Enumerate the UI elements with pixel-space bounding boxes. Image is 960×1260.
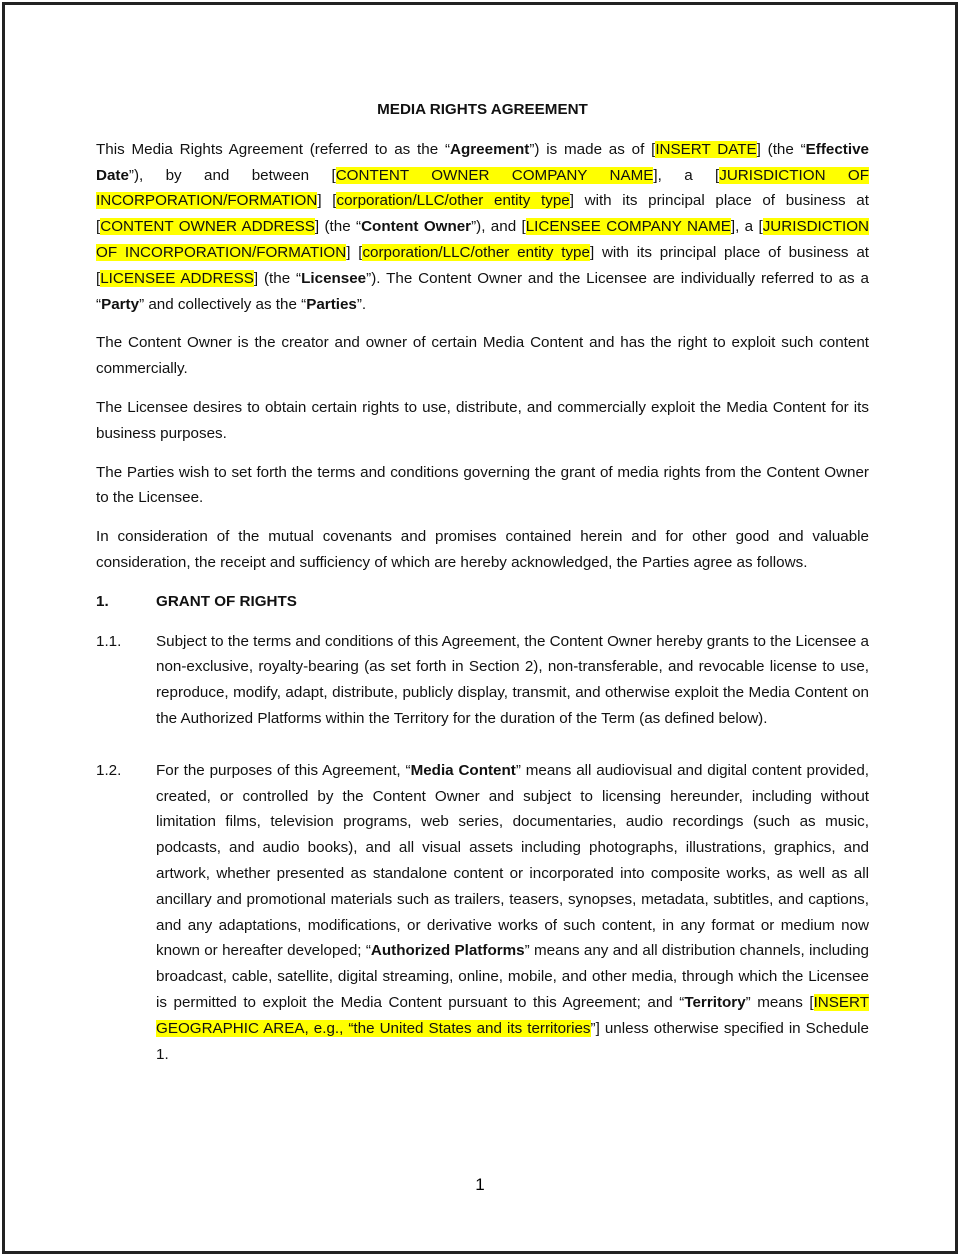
clause-number: 1.2.	[96, 761, 122, 779]
document-page	[2, 2, 958, 1254]
text-run: ], a [	[730, 218, 763, 236]
placeholder-highlight: corporation/LLC/other entity type	[336, 192, 570, 210]
defined-term: Media Content	[410, 761, 516, 779]
clause-1-2	[96, 758, 869, 1068]
clause-text	[156, 758, 869, 1068]
defined-term: Effective Date	[96, 140, 869, 184]
document-body	[96, 97, 869, 1093]
text-run: ] with its principal place of business at [	[96, 192, 869, 236]
text-run: ], a [	[653, 166, 720, 184]
defined-term: Party	[101, 295, 140, 313]
text-run: ”), by and between [	[128, 166, 336, 184]
preamble-paragraph	[96, 137, 869, 318]
placeholder-highlight: JURISDICTION OF INCORPORATION/FORMATION	[96, 166, 869, 210]
document-title: MEDIA RIGHTS AGREEMENT	[377, 101, 588, 118]
section-title: GRANT OF RIGHTS	[156, 592, 297, 610]
clause-number: 1.1.	[96, 632, 122, 650]
text-run: ”.	[356, 295, 367, 313]
text-run: ] (the “	[253, 269, 302, 287]
text-run: ” means [	[745, 993, 814, 1011]
placeholder-highlight: INSERT DATE	[655, 140, 757, 158]
defined-term: Agreement	[450, 140, 530, 158]
placeholder-highlight: CONTENT OWNER COMPANY NAME	[335, 166, 654, 184]
placeholder-highlight: LICENSEE ADDRESS	[100, 269, 254, 287]
defined-term: Territory	[684, 993, 746, 1011]
placeholder-highlight: INSERT GEOGRAPHIC AREA, e.g., “the United States and its territories	[156, 993, 869, 1037]
text-run: ”). The Content Owner and the Licensee are individually referred to as a “	[96, 269, 869, 313]
text-run: ] with its principal place of business at [	[96, 243, 869, 287]
text-run: ”] unless otherwise specified in Schedule 1.	[156, 1019, 870, 1063]
placeholder-highlight: corporation/LLC/other entity type	[362, 243, 590, 261]
recital-paragraph: The Licensee desires to obtain certain rights to use, distribute, and commercially exploit the Media Content for its business purposes.	[96, 398, 869, 442]
placeholder-highlight: JURISDICTION OF INCORPORATION/FORMATION	[96, 218, 870, 261]
clause-1-1	[96, 629, 869, 732]
placeholder-highlight: CONTENT OWNER ADDRESS	[100, 218, 315, 236]
placeholder-highlight: LICENSEE COMPANY NAME	[525, 218, 731, 236]
section-heading	[96, 589, 869, 615]
text-run: ”) is made as of [	[529, 140, 656, 158]
text-run: ] (the “	[314, 218, 362, 236]
text-run: ] (the “	[756, 140, 806, 158]
clause-text: Subject to the terms and conditions of this Agreement, the Content Owner hereby grants to the Licensee a non-exclusive, royalty-bearing (as set forth in Section 2), non-transferable, and revocable license to use, reproduce, modify, adapt, distribute, publicly display, transmit, and otherwise exploit the Media Content on the Authorized Platforms within the Territory for the duration of the Term (as defined below).	[156, 632, 869, 727]
text-run: ”), and [	[471, 218, 526, 236]
text-run: ” means all audiovisual and digital content provided, created, or controlled by the Content Owner and subject to licensing hereunder, including without limitation films, television programs, web series, documentaries, audio recordings (such as music, podcasts, and audio books), and all visual assets including photographs, illustrations, graphics, and artwork, whether presented as standalone content or incorporated into composite works, as well as all ancillary and promotional materials such as trailers, teasers, synopses, metadata, subtitles, and captions, and any adaptations, modifications, or derivative works of such content, in any format or medium now known or hereafter developed; “	[156, 761, 869, 960]
text-run: This Media Rights Agreement (referred to as the “	[96, 140, 451, 158]
defined-term: Parties	[306, 295, 357, 313]
text-run: ” means any and all distribution channels, including broadcast, cable, satellite, digital streaming, online, mobile, and other media, through which the Licensee is permitted to exploit the Media Content pursuant to this Agreement; and “	[156, 942, 869, 1011]
text-run: For the purposes of this Agreement, “	[156, 761, 411, 779]
defined-term: Authorized Platforms	[370, 942, 525, 960]
recital-paragraph: In consideration of the mutual covenants and promises contained herein and for other good and valuable consideration, the receipt and sufficiency of which are hereby acknowledged, the Parties agree as follows.	[96, 528, 869, 571]
text-run: ] [	[346, 243, 363, 261]
section-number: 1.	[96, 592, 109, 610]
defined-term: Licensee	[301, 269, 367, 287]
recital-paragraph: The Content Owner is the creator and owner of certain Media Content and has the right to exploit such content commercially.	[96, 334, 869, 378]
defined-term: Content Owner	[361, 218, 472, 236]
text-run: ” and collectively as the “	[139, 295, 307, 313]
recital-paragraph: The Parties wish to set forth the terms and conditions governing the grant of media rights from the Content Owner to the Licensee.	[96, 463, 869, 507]
page-number: 1	[475, 1175, 485, 1194]
text-run: ] [	[317, 192, 337, 210]
